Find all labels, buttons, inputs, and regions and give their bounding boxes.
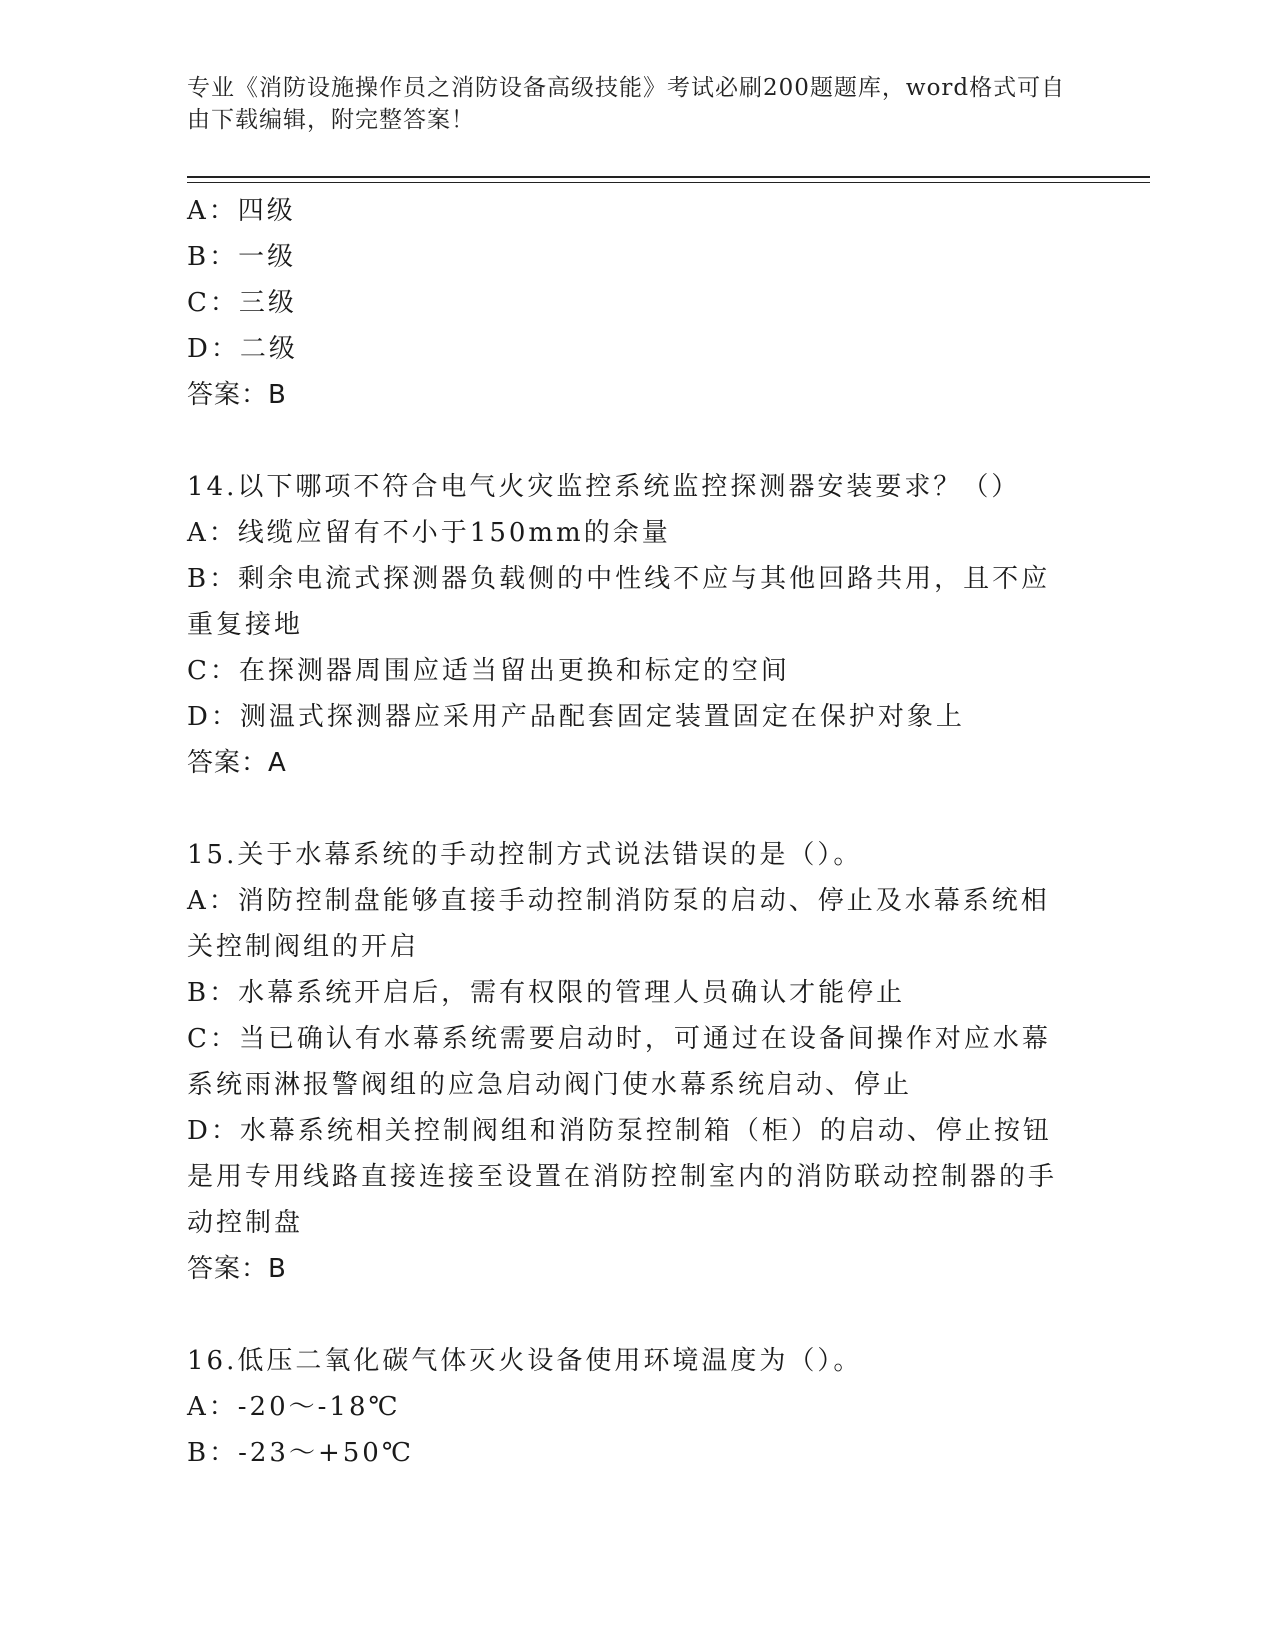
option-c: C：当已确认有水幕系统需要启动时，可通过在设备间操作对应水幕系统雨淋报警阀组的应急启动阀门使水幕系统启动、停止 bbox=[187, 1024, 1051, 1100]
option-b: B：水幕系统开启后，需有权限的管理人员确认才能停止 bbox=[187, 978, 906, 1008]
option-d: D：测温式探测器应采用产品配套固定装置固定在保护对象上 bbox=[187, 702, 965, 732]
option-b: B：一级 bbox=[187, 242, 297, 272]
option-a: A：消防控制盘能够直接手动控制消防泵的启动、停止及水幕系统相关控制阀组的开启 bbox=[187, 886, 1050, 962]
option-c: C：在探测器周围应适当留出更换和标定的空间 bbox=[187, 656, 790, 686]
document-header bbox=[187, 72, 1067, 136]
header-rule-thin bbox=[187, 182, 1150, 183]
option-b: B：-23～+50℃ bbox=[187, 1438, 414, 1468]
question-14-block bbox=[187, 464, 1067, 786]
header-rule-thick bbox=[187, 176, 1150, 178]
question-stem: 16.低压二氧化碳气体灭火设备使用环境温度为（）。 bbox=[187, 1346, 863, 1376]
option-d: D：水幕系统相关控制阀组和消防泵控制箱（柜）的启动、停止按钮是用专用线路直接连接至设置在消防控制室内的消防联动控制器的手动控制盘 bbox=[187, 1116, 1058, 1238]
answer-line: 答案：B bbox=[187, 1254, 287, 1284]
question-15-block bbox=[187, 832, 1067, 1292]
question-stem: 14.以下哪项不符合电气火灾监控系统监控探测器安装要求？（） bbox=[187, 472, 1021, 502]
option-b: B：剩余电流式探测器负载侧的中性线不应与其他回路共用，且不应重复接地 bbox=[187, 564, 1051, 640]
header-title: 专业《消防设施操作员之消防设备高级技能》考试必刷200题题库，word格式可自由下载编辑，附完整答案！ bbox=[187, 75, 1066, 133]
option-a: A：线缆应留有不小于150mm的余量 bbox=[187, 518, 671, 548]
question-content bbox=[187, 188, 1067, 1476]
spacer bbox=[187, 418, 1067, 464]
spacer bbox=[187, 786, 1067, 832]
option-a: A：-20～-18℃ bbox=[187, 1392, 401, 1422]
answer-line: 答案：A bbox=[187, 748, 287, 778]
question-stem: 15.关于水幕系统的手动控制方式说法错误的是（）。 bbox=[187, 840, 863, 870]
spacer bbox=[187, 1292, 1067, 1338]
option-c: C：三级 bbox=[187, 288, 297, 318]
option-a: A：四级 bbox=[187, 196, 296, 226]
question-16-block bbox=[187, 1338, 1067, 1476]
prev-question-block bbox=[187, 188, 1067, 418]
answer-line: 答案：B bbox=[187, 380, 287, 410]
option-d: D：二级 bbox=[187, 334, 298, 364]
